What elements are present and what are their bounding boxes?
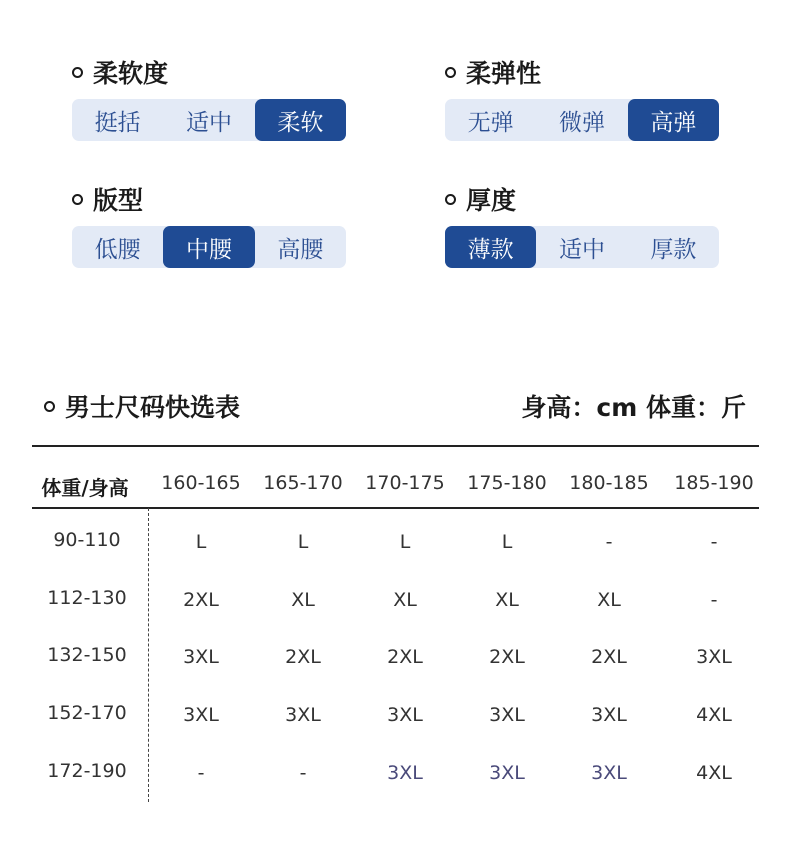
size-cell: - — [710, 589, 718, 611]
size-cell: 3XL — [387, 704, 423, 726]
size-cell: - — [710, 531, 718, 553]
column-header: 170-175 — [365, 472, 445, 494]
circle-bullet-icon — [445, 194, 456, 205]
size-cell: 2XL — [285, 646, 321, 668]
table-header-rule — [32, 507, 759, 509]
segmented-control — [445, 99, 719, 141]
attr-thickness — [445, 184, 697, 263]
column-header: 180-185 — [569, 472, 649, 494]
unit-label: 身高：cm 体重：斤 — [521, 393, 746, 422]
size-cell: 3XL — [591, 704, 627, 726]
attr-title — [445, 184, 516, 214]
option-mid-rise[interactable]: 中腰 — [163, 226, 254, 268]
circle-bullet-icon — [72, 67, 83, 78]
segmented-control — [72, 226, 346, 268]
size-cell: 2XL — [183, 589, 219, 611]
attr-elasticity — [445, 57, 697, 136]
size-cell: 3XL — [183, 646, 219, 668]
segmented-control — [72, 99, 346, 141]
row-header-weight: 132-150 — [47, 644, 127, 666]
circle-bullet-icon — [72, 194, 83, 205]
option-slight-stretch[interactable]: 微弹 — [558, 109, 605, 136]
row-header-weight: 90-110 — [53, 529, 121, 551]
size-cell: 3XL — [489, 762, 525, 784]
option-thick[interactable]: 厚款 — [650, 236, 697, 263]
circle-bullet-icon — [445, 67, 456, 78]
size-cell: 3XL — [285, 704, 321, 726]
option-medium[interactable]: 适中 — [558, 236, 605, 263]
column-header: 185-190 — [674, 472, 754, 494]
row-header-weight: 112-130 — [47, 587, 127, 609]
row-header-weight: 172-190 — [47, 760, 127, 782]
option-no-stretch[interactable]: 无弹 — [467, 109, 514, 136]
size-cell: L — [501, 531, 513, 553]
option-stiff[interactable]: 挺括 — [94, 109, 141, 136]
column-header: 175-180 — [467, 472, 547, 494]
size-cell: 3XL — [387, 762, 423, 784]
size-cell: 4XL — [696, 704, 732, 726]
table-top-rule — [32, 445, 759, 447]
option-thin[interactable]: 薄款 — [445, 226, 536, 268]
size-cell: - — [299, 762, 307, 784]
size-cell: 2XL — [387, 646, 423, 668]
attr-title — [72, 184, 143, 214]
option-high-rise[interactable]: 高腰 — [277, 236, 324, 263]
attr-title — [72, 57, 168, 87]
option-soft[interactable]: 柔软 — [255, 99, 346, 141]
option-medium[interactable]: 适中 — [185, 109, 232, 136]
size-cell: 3XL — [591, 762, 627, 784]
option-high-stretch[interactable]: 高弹 — [628, 99, 719, 141]
size-cell: L — [399, 531, 411, 553]
column-header: 165-170 — [263, 472, 343, 494]
size-cell: 3XL — [183, 704, 219, 726]
size-cell: - — [197, 762, 205, 784]
attr-softness — [72, 57, 324, 136]
attr-title-text: 柔弹性 — [466, 59, 542, 88]
size-cell: L — [297, 531, 309, 553]
size-chart-title-text: 男士尺码快选表 — [65, 393, 241, 422]
attr-title-text: 版型 — [93, 186, 144, 215]
attr-title-text: 厚度 — [466, 186, 517, 215]
segmented-control — [445, 226, 719, 268]
circle-bullet-icon — [44, 401, 55, 412]
attr-fit — [72, 184, 324, 263]
size-cell: XL — [597, 589, 621, 611]
size-cell: 3XL — [489, 704, 525, 726]
attr-title — [445, 57, 541, 87]
size-chart-title — [44, 388, 240, 424]
size-cell: - — [605, 531, 613, 553]
corner-header: 体重/身高 — [41, 476, 129, 500]
size-cell: 4XL — [696, 762, 732, 784]
option-low-rise[interactable]: 低腰 — [94, 236, 141, 263]
row-header-weight: 152-170 — [47, 702, 127, 724]
size-cell: L — [195, 531, 207, 553]
size-cell: XL — [291, 589, 315, 611]
attr-title-text: 柔软度 — [93, 59, 169, 88]
size-cell: 3XL — [696, 646, 732, 668]
size-cell: 2XL — [489, 646, 525, 668]
column-header: 160-165 — [161, 472, 241, 494]
size-cell: 2XL — [591, 646, 627, 668]
table-dashed-divider — [148, 508, 149, 802]
size-cell: XL — [393, 589, 417, 611]
size-cell: XL — [495, 589, 519, 611]
